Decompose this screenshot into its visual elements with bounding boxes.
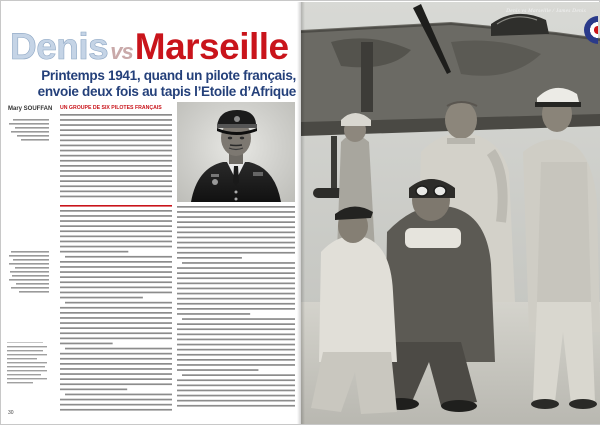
text-line (65, 348, 172, 350)
text-line (60, 292, 172, 294)
text-line (60, 383, 172, 385)
pilot-portrait-photo (177, 102, 295, 202)
text-line (60, 297, 143, 299)
running-head: Denis vs Marseille / James Denis (506, 8, 586, 14)
text-line (177, 359, 295, 361)
title-vs: vs (110, 39, 133, 64)
text-line (177, 237, 295, 239)
text-line (60, 338, 172, 340)
text-line (65, 256, 172, 258)
text-line (177, 303, 295, 305)
text-line (60, 378, 172, 380)
text-line (60, 363, 172, 365)
subtitle-line-1: Printemps 1941, quand un pilote français, (41, 68, 296, 83)
text-line (60, 236, 172, 238)
text-line (177, 293, 295, 295)
text-line (177, 206, 295, 208)
page-number: 30 (8, 410, 14, 416)
text-line (177, 400, 295, 402)
text-line (60, 160, 172, 162)
caption-lines (7, 250, 49, 305)
text-line (60, 124, 172, 126)
text-line (177, 334, 295, 336)
text-line (60, 343, 113, 345)
text-line (60, 276, 172, 278)
text-line (60, 150, 172, 152)
body-column-1-lines (60, 205, 172, 413)
article-title (10, 28, 296, 66)
text-line (177, 272, 295, 274)
intro-paragraph (60, 105, 172, 201)
text-line (177, 288, 295, 290)
text-line (60, 180, 172, 182)
text-line (60, 220, 172, 222)
text-line (182, 374, 295, 376)
text-line (60, 230, 172, 232)
text-line (60, 322, 172, 324)
title-denis: Denis (10, 26, 109, 67)
text-line (177, 344, 295, 346)
text-line (177, 283, 295, 285)
text-line (60, 165, 172, 167)
intro-lead-words: UN GROUPE DE SIX PILOTES FRANÇAIS (60, 105, 162, 111)
text-line (60, 409, 172, 411)
text-line (60, 327, 172, 329)
text-line (60, 129, 172, 131)
text-line (60, 307, 172, 309)
text-line (177, 354, 295, 356)
text-line (60, 225, 172, 227)
photo-caption (7, 250, 49, 305)
text-line (177, 216, 295, 218)
article-subtitle (16, 68, 296, 99)
text-line (60, 281, 172, 283)
text-line (60, 317, 172, 319)
text-line (177, 267, 295, 269)
text-line (60, 215, 172, 217)
text-line (60, 287, 172, 289)
text-line (60, 155, 172, 157)
text-line (60, 358, 172, 360)
text-line (177, 349, 295, 351)
caption-lines (7, 118, 49, 148)
body-column-2-lines (177, 205, 295, 413)
text-line (60, 261, 172, 263)
body-column-2 (177, 205, 295, 413)
text-line (60, 196, 172, 198)
body-column-1 (60, 205, 172, 413)
text-line (60, 373, 172, 375)
text-line (60, 241, 172, 243)
portrait-caption (7, 118, 49, 148)
text-line (177, 308, 295, 310)
text-line (60, 399, 172, 401)
text-line (60, 134, 172, 136)
text-line (60, 185, 172, 187)
text-line (177, 242, 295, 244)
text-line (177, 232, 295, 234)
text-line (60, 389, 127, 391)
page-gutter (297, 2, 305, 424)
text-line (60, 353, 172, 355)
text-line (177, 257, 242, 259)
text-line (177, 405, 295, 407)
text-line (177, 390, 295, 392)
text-line (182, 318, 295, 320)
text-line (60, 246, 172, 248)
footnote-lines (7, 342, 49, 390)
text-line (60, 175, 172, 177)
text-line (177, 369, 258, 371)
text-line (182, 262, 295, 264)
text-line (60, 170, 172, 172)
pilots-with-aircraft-photo (301, 2, 600, 424)
text-line (177, 211, 295, 213)
author-byline: Mary SOUFFAN (8, 106, 53, 112)
text-line (60, 140, 172, 142)
text-line (60, 114, 172, 116)
text-line (60, 368, 172, 370)
text-line (60, 271, 172, 273)
text-line (60, 119, 172, 121)
text-line (65, 302, 172, 304)
text-line (177, 252, 295, 254)
intro-text-lines (60, 113, 172, 201)
text-line (177, 298, 295, 300)
text-line (177, 364, 295, 366)
text-line (177, 247, 295, 249)
text-line (60, 312, 172, 314)
pilot-portrait-image (177, 102, 295, 202)
text-line (60, 145, 172, 147)
text-line (60, 210, 172, 212)
right-page-photo (301, 2, 600, 424)
text-line (60, 191, 172, 193)
text-line (60, 251, 128, 253)
text-line (177, 323, 295, 325)
text-line (177, 221, 295, 223)
text-line (177, 328, 295, 330)
text-line (177, 277, 295, 279)
text-line (177, 395, 295, 397)
text-line (60, 266, 172, 268)
subtitle-line-2: envoie deux fois au tapis l’Etoile d’Afrique (37, 83, 296, 99)
title-marseille: Marseille (134, 26, 289, 67)
text-line (60, 404, 172, 406)
footnotes (7, 342, 49, 382)
text-line (60, 332, 172, 334)
text-line (177, 226, 295, 228)
text-line (177, 313, 250, 315)
text-line (65, 394, 172, 396)
text-line (177, 379, 295, 381)
text-line (177, 385, 295, 387)
text-line (177, 339, 295, 341)
left-page (2, 2, 301, 424)
